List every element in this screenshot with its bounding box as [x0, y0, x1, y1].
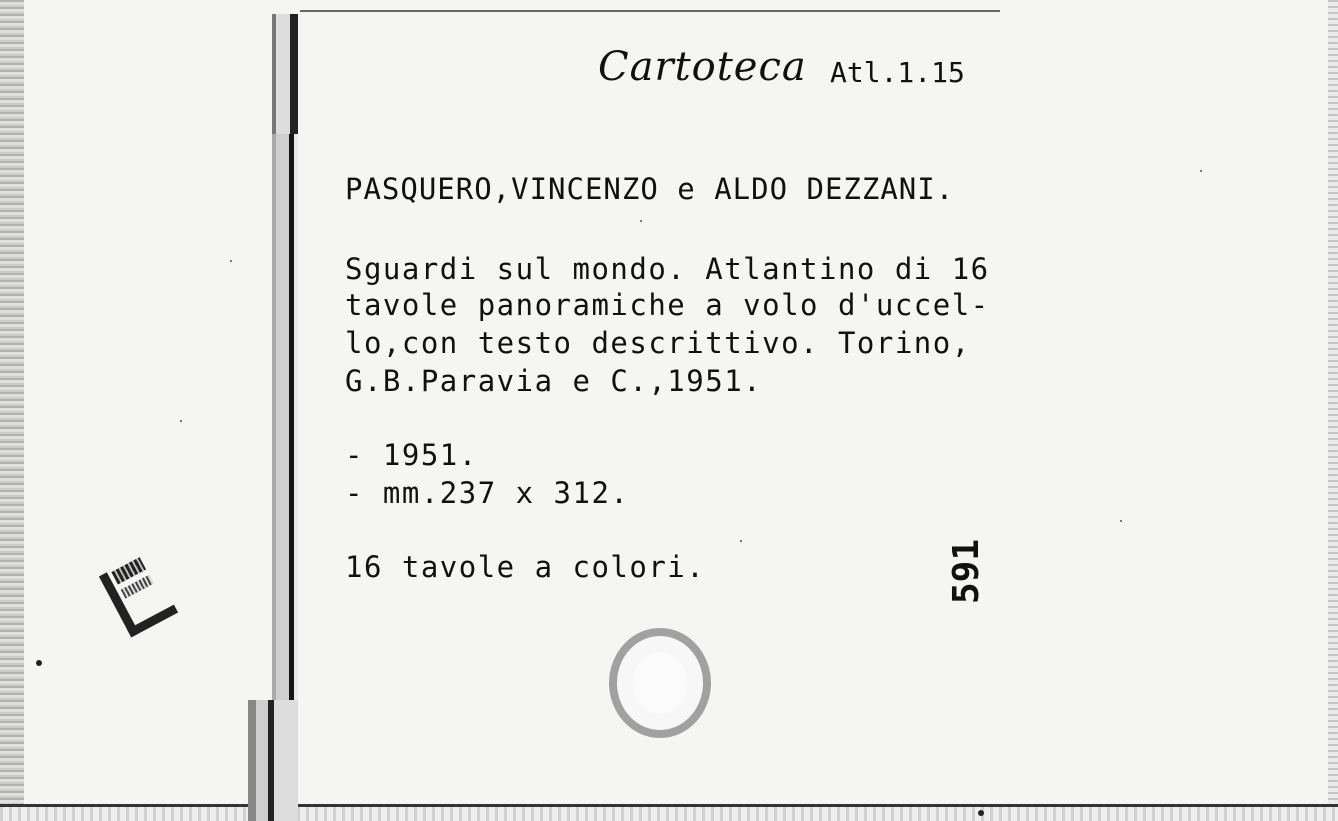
note-dimensions: - mm.237 x 312.: [345, 476, 630, 510]
speck: [740, 540, 742, 542]
note-date: - 1951.: [345, 438, 478, 472]
description-line: lo,con testo descrittivo. Torino,: [345, 326, 971, 360]
description-line: tavole panoramiche a volo d'uccel-: [345, 288, 990, 322]
speck: [640, 220, 642, 222]
library-stamp-mark: [99, 552, 178, 638]
stamp-number: 591: [946, 538, 987, 604]
author-heading: PASQUERO,VINCENZO e ALDO DEZZANI.: [345, 172, 955, 206]
card-left-edge: [0, 0, 24, 821]
speck: [230, 260, 232, 262]
ink-dot: [36, 660, 42, 666]
speck: [1120, 520, 1122, 522]
ink-dot: [978, 810, 984, 816]
speck: [180, 420, 182, 422]
speck: [1200, 170, 1202, 172]
description-line: G.B.Paravia e C.,1951.: [345, 364, 763, 398]
card-right-edge: [1328, 0, 1338, 821]
extent-line: 16 tavole a colori.: [345, 550, 706, 584]
description-line: Sguardi sul mondo. Atlantino di 16: [345, 252, 990, 286]
shelf-label: Cartoteca: [598, 44, 807, 90]
shelf-number: Atl.1.15: [830, 56, 965, 89]
bottom-strip: [0, 807, 1338, 821]
top-rule: [300, 10, 1000, 12]
vertical-margin-bar: [272, 14, 298, 821]
punch-hole-center: [633, 652, 687, 714]
